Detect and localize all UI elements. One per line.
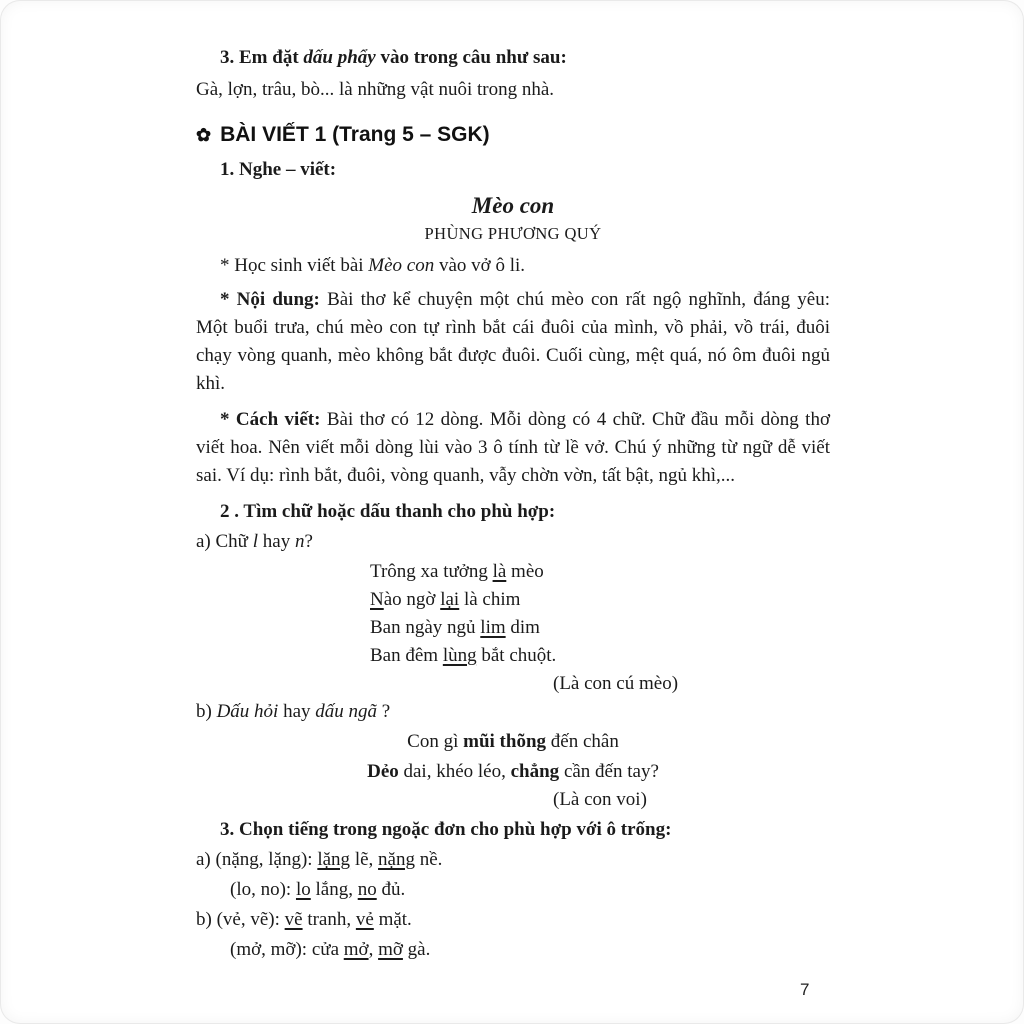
text-segment: dim	[505, 617, 540, 638]
task2-question-b	[196, 698, 830, 726]
poem-a-line2	[370, 586, 830, 614]
content-note-label: * Nội dung:	[220, 289, 320, 310]
underlined-answer: lùng	[442, 645, 477, 666]
text-segment: ào ngờ	[383, 589, 441, 610]
poem-answer-a	[370, 558, 830, 670]
heading-text-italic: dấu phẩy	[303, 47, 376, 68]
section-title: BÀI VIẾT 1 (Trang 5 – SGK)	[220, 123, 490, 146]
underlined-answer: nặng	[378, 849, 415, 870]
exercise-comma-answer: Gà, lợn, trâu, bò... là những vật nuôi trong nhà.	[196, 79, 555, 100]
page-number: 7	[800, 980, 810, 999]
task2-question-a	[196, 528, 830, 556]
underlined-answer: mở	[343, 939, 369, 960]
question-a-pre: a) Chữ	[196, 531, 253, 552]
writing-note-body: Bài thơ có 12 dòng. Mỗi dòng có 4 chữ. Chữ đầu mỗi dòng thơ viết hoa. Nên viết mỗi dòng lùi vào 3 ô tính từ lề vở. Chú ý những từ ngữ dễ viết sai. Ví dụ: rình bắt, đuôi, vòng quanh, vẫy chờn vờn, tất bật, ngủ khì,...	[196, 409, 830, 486]
text-segment: đủ.	[376, 879, 406, 900]
text-segment: lắng,	[310, 879, 358, 900]
text-segment: Con gì	[407, 731, 464, 752]
text-segment: gà.	[402, 939, 431, 960]
underlined-answer: lim	[480, 617, 506, 638]
task1-label: 1. Nghe – viết:	[220, 159, 337, 180]
exercise-comma-heading	[196, 44, 830, 72]
text-segment: bắt chuột.	[476, 645, 557, 666]
student-note-pre: * Học sinh viết bài	[220, 255, 369, 276]
poem-title: Mèo con	[471, 193, 555, 218]
heading-text-pre: 3. Em đặt	[220, 47, 304, 68]
riddle-answer-b: (Là con voi)	[553, 789, 647, 810]
text-segment: Trông xa tưởng	[370, 561, 493, 582]
question-b-nga: dấu ngã	[315, 701, 378, 722]
poem-author: PHÙNG PHƯƠNG QUÝ	[424, 224, 602, 243]
text-segment: nề.	[414, 849, 443, 870]
text-segment: đến chân	[546, 731, 619, 752]
question-a-mid: hay	[258, 531, 295, 552]
page-content	[196, 44, 830, 964]
poem-a-line4	[370, 642, 830, 670]
text-segment: b) (vẻ, vẽ):	[196, 909, 285, 930]
writing-note-label: * Cách viết:	[220, 409, 321, 430]
task3-line-a2	[230, 876, 830, 904]
question-b-mid: hay	[278, 701, 316, 722]
text-segment: (mở, mỡ): cửa	[230, 939, 344, 960]
text-segment: cần đến tay?	[559, 761, 659, 782]
task2-heading: 2 . Tìm chữ hoặc dấu thanh cho phù hợp:	[220, 501, 556, 522]
underlined-answer: lặng	[317, 849, 351, 870]
question-b-post: ?	[377, 701, 391, 722]
question-a-post: ?	[304, 531, 313, 552]
text-segment: dai, khéo léo,	[398, 761, 511, 782]
writing-note	[196, 406, 830, 490]
student-note	[196, 252, 830, 280]
question-a-letter-l: l	[252, 531, 259, 552]
text-segment: (lo, no):	[230, 879, 296, 900]
text-segment: tranh,	[302, 909, 356, 930]
poem-a-line3	[370, 614, 830, 642]
underlined-answer: là	[492, 561, 507, 582]
question-b-pre: b)	[196, 701, 217, 722]
underlined-answer: mỡ	[378, 939, 403, 960]
task3-heading: 3. Chọn tiếng trong ngoặc đơn cho phù hợp với ô trống:	[220, 819, 672, 840]
text-segment: lẽ,	[350, 849, 379, 870]
student-note-post: vào vở ô li.	[434, 255, 526, 276]
text-segment: mặt.	[373, 909, 412, 930]
content-note-body: Bài thơ kể chuyện một chú mèo con rất ngộ nghĩnh, đáng yêu: Một buổi trưa, chú mèo con tự rình bắt cái đuôi của mình, vồ phải, vồ trái, đuôi chạy vòng quanh, mèo không bắt được đuôi. Cuối cùng, mệt quá, nó ôm đuôi ngủ khì.	[196, 289, 831, 394]
flower-icon: ✿	[196, 125, 212, 145]
content-note	[196, 286, 830, 398]
text-segment: ,	[368, 939, 379, 960]
underlined-answer: lo	[295, 879, 311, 900]
task3-line-a1	[196, 846, 830, 874]
question-a-letter-n: n	[294, 531, 305, 552]
question-b-hoi: Dấu hỏi	[216, 701, 279, 722]
underlined-answer: lại	[440, 589, 460, 610]
text-segment: là chim	[459, 589, 521, 610]
task3-line-b1	[196, 906, 830, 934]
riddle-answer-a: (Là con cú mèo)	[553, 673, 679, 694]
text-segment: a) (nặng, lặng):	[196, 849, 318, 870]
poem-b-line2	[196, 758, 830, 786]
underlined-answer: N	[370, 589, 384, 610]
poem-b-line1	[196, 728, 830, 756]
text-segment: Ban đêm	[370, 645, 443, 666]
section-heading	[196, 120, 830, 150]
bold-answer: Dẻo	[367, 761, 399, 782]
heading-text-post: vào trong câu như sau:	[375, 47, 567, 68]
poem-a-line1	[370, 558, 830, 586]
bold-answer: mũi thõng	[463, 731, 547, 752]
task3-line-b2	[230, 936, 830, 964]
underlined-answer: no	[357, 879, 377, 900]
text-segment: Ban ngày ngủ	[370, 617, 481, 638]
text-segment: mèo	[506, 561, 544, 582]
bold-answer: chẳng	[510, 761, 560, 782]
student-note-italic: Mèo con	[368, 255, 435, 276]
underlined-answer: vẽ	[284, 909, 303, 930]
underlined-answer: vẻ	[355, 909, 374, 930]
